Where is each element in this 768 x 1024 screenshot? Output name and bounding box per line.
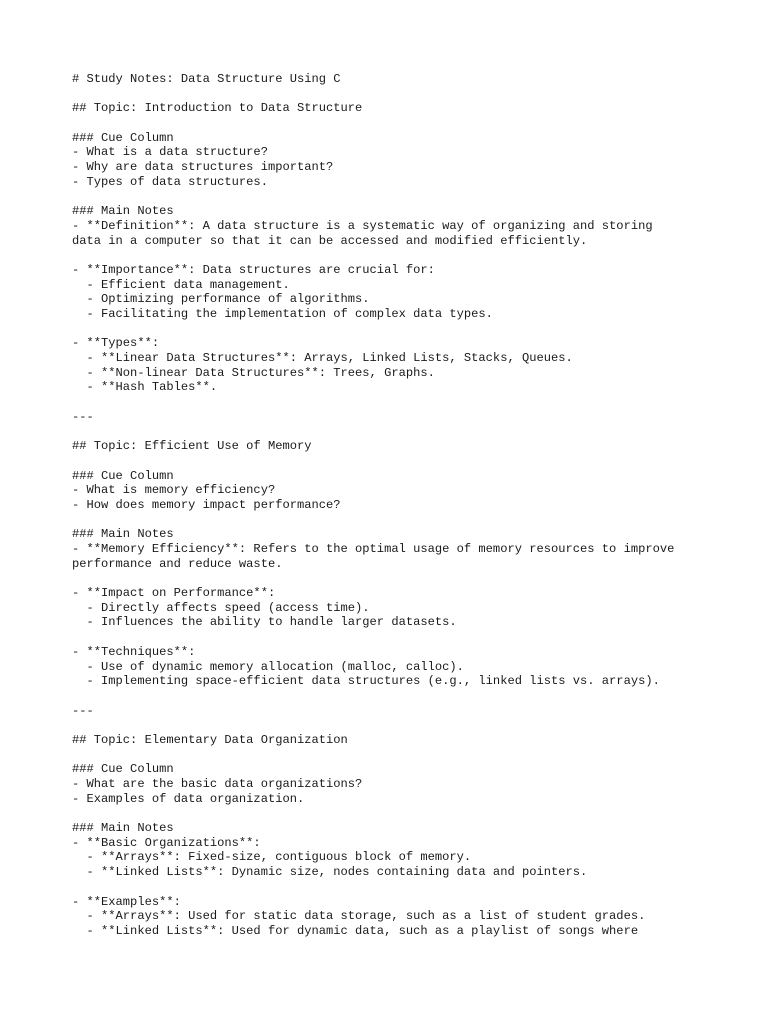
bullet-line: - **Memory Efficiency**: Refers to the optimal usage of memory resources to improve (72, 542, 675, 556)
document-title-line: # Study Notes: Data Structure Using C (72, 72, 341, 86)
text-line: performance and reduce waste. (72, 556, 283, 571)
blank-line (72, 87, 732, 102)
bullet-line: - What are the basic data organizations? (72, 777, 363, 791)
blank-line (72, 748, 732, 763)
bullet-line: - Efficient data management. (72, 277, 290, 292)
bullet-line: - **Arrays**: Used for static data storage, such as a list of student grades. (72, 909, 646, 924)
blank-line (72, 116, 732, 131)
bullet-line: - Facilitating the implementation of complex data types. (72, 307, 493, 321)
bullet-line: - **Types**: (72, 336, 160, 351)
bullet-line: - Use of dynamic memory allocation (malloc, calloc). (72, 659, 464, 674)
horizontal-rule-line: --- (72, 703, 94, 718)
bullet-line: - Implementing space-efficient data structures (e.g., linked lists vs. arrays). (72, 674, 660, 689)
bullet-line: - What is memory efficiency? (72, 483, 276, 498)
bullet-line: - **Examples**: (72, 894, 181, 909)
blank-line (72, 513, 732, 528)
document-page (72, 72, 732, 939)
bullet-line: - Types of data structures. (72, 174, 268, 189)
subheading-line: ### Cue Column (72, 762, 174, 777)
blank-line (72, 806, 732, 821)
topic-heading-line: ## Topic: Efficient Use of Memory (72, 439, 312, 454)
horizontal-rule-line: --- (72, 409, 94, 424)
blank-line (72, 248, 732, 263)
bullet-line: - What is a data structure? (72, 145, 268, 160)
subheading-line: ### Main Notes (72, 821, 174, 836)
bullet-line: - **Techniques**: (72, 644, 196, 659)
subheading-line: ### Main Notes (72, 204, 174, 219)
blank-line (72, 630, 732, 645)
bullet-line: - **Arrays**: Fixed-size, contiguous block of memory. (72, 850, 472, 865)
subheading-line: ### Main Notes (72, 527, 174, 542)
text-line: data in a computer so that it can be accessed and modified efficiently. (72, 233, 588, 248)
bullet-line: - **Linear Data Structures**: Arrays, Linked Lists, Stacks, Queues. (72, 351, 573, 366)
topic-heading-line: ## Topic: Introduction to Data Structure (72, 101, 363, 116)
topic-heading-line: ## Topic: Elementary Data Organization (72, 732, 348, 747)
bullet-line: - **Linked Lists**: Dynamic size, nodes containing data and pointers. (72, 865, 588, 880)
bullet-line: - **Linked Lists**: Used for dynamic data, such as a playlist of songs where (72, 923, 639, 938)
blank-line (72, 454, 732, 469)
blank-line (72, 718, 732, 733)
bullet-line: - **Hash Tables**. (72, 380, 218, 395)
bullet-line: - Why are data structures important? (72, 160, 334, 175)
blank-line (72, 425, 732, 440)
bullet-line: - **Definition**: A data structure is a systematic way of organizing and storing (72, 218, 653, 233)
subheading-line: ### Cue Column (72, 130, 174, 145)
blank-line (72, 689, 732, 704)
bullet-line: - Examples of data organization. (72, 791, 305, 806)
blank-line (72, 571, 732, 586)
blank-line (72, 395, 732, 410)
bullet-line: - Directly affects speed (access time). (72, 600, 370, 615)
bullet-line: - **Impact on Performance**: (72, 586, 276, 601)
subheading-line: ### Cue Column (72, 468, 174, 483)
bullet-line: - Influences the ability to handle larger datasets. (72, 615, 457, 630)
bullet-line: - **Importance**: Data structures are crucial for: (72, 262, 435, 277)
bullet-line: - Optimizing performance of algorithms. (72, 292, 370, 307)
bullet-line: - How does memory impact performance? (72, 497, 341, 512)
blank-line (72, 190, 732, 205)
blank-line (72, 322, 732, 337)
bullet-line: - **Basic Organizations**: (72, 835, 261, 850)
blank-line (72, 880, 732, 895)
bullet-line: - **Non-linear Data Structures**: Trees, Graphs. (72, 365, 435, 380)
